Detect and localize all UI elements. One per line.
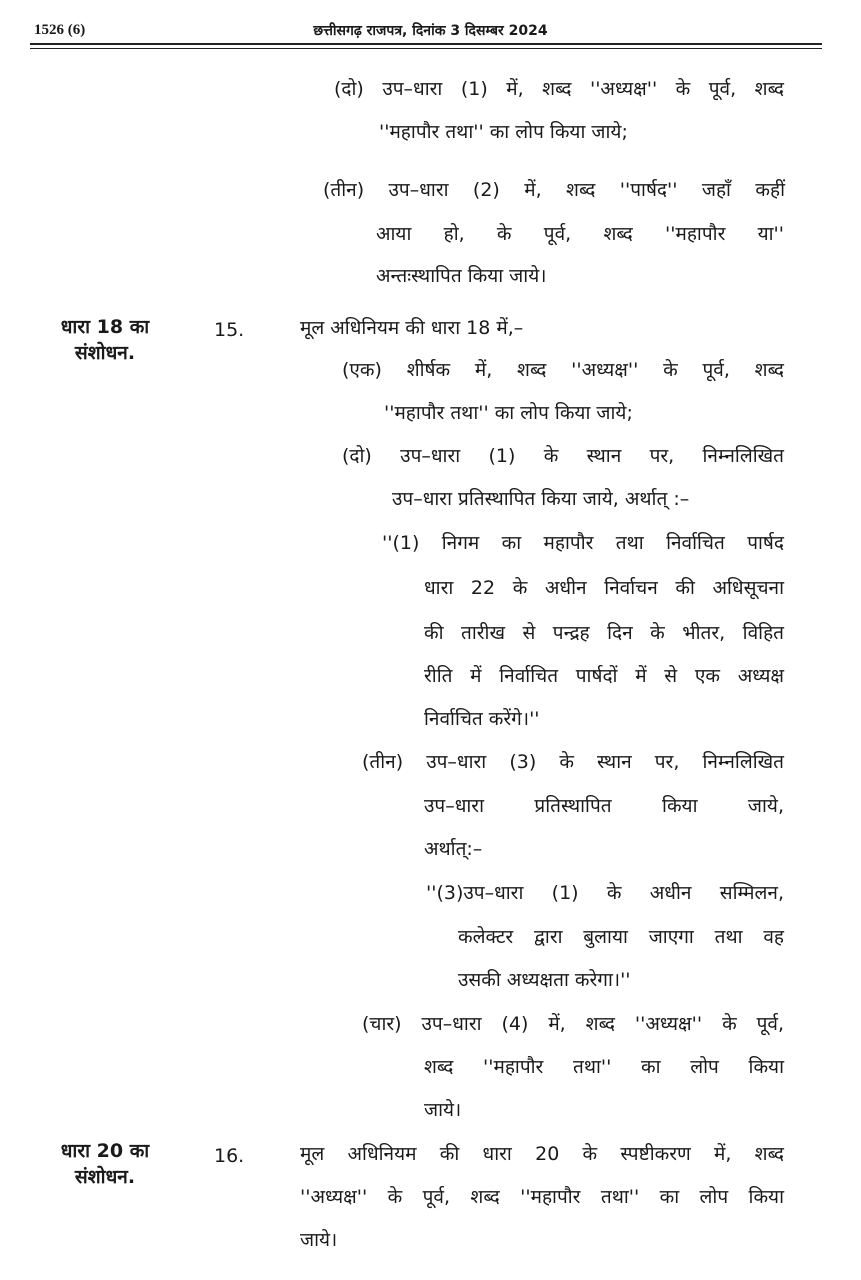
quote1-line3: की तारीख से पन्द्रह दिन के भीतर, विहित: [424, 622, 784, 644]
clause-do15-line2: उप–धारा प्रतिस्थापित किया जाये, अर्थात् :–: [392, 488, 690, 510]
clause-do15-line1: (दो) उप–धारा (1) के स्थान पर, निम्नलिखित: [342, 445, 784, 467]
margin-heading-section18: [40, 314, 170, 366]
clause-teen-line3: अन्तःस्थापित किया जाये।: [376, 265, 547, 287]
margin-heading-line1: धारा 18 का: [60, 316, 150, 338]
quote1-line1: ''(1) निगम का महापौर तथा निर्वाचित पार्षद: [382, 532, 784, 554]
section15-intro: मूल अधिनियम की धारा 18 में,–: [300, 317, 524, 339]
gazette-title: छत्तीसगढ़ राजपत्र, दिनांक 3 दिसम्बर 2024: [313, 23, 548, 39]
clause-teen-line1: (तीन) उप–धारा (2) में, शब्द ''पार्षद'' जहाँ कहीं: [323, 179, 785, 201]
clause-teen-line2: आया हो, के पूर्व, शब्द ''महापौर या'': [376, 223, 784, 245]
margin-heading-line2: संशोधन.: [74, 1166, 136, 1188]
clause-teen15-line3: अर्थात्:–: [424, 838, 483, 860]
quote1-line5: निर्वाचित करेंगे।'': [424, 708, 540, 730]
section-number-16: 16.: [214, 1145, 245, 1167]
page-number: 1526 (6): [34, 22, 86, 38]
quote1-line2: धारा 22 के अधीन निर्वाचन की अधिसूचना: [424, 577, 784, 599]
section16-line1: मूल अधिनियम की धारा 20 के स्पष्टीकरण में, शब्द: [300, 1143, 784, 1165]
quote3-line1: ''(3)उप–धारा (1) के अधीन सम्मिलन,: [426, 882, 784, 904]
clause-chaar-line3: जाये।: [424, 1099, 462, 1121]
quote3-line2: कलेक्टर द्वारा बुलाया जाएगा तथा वह: [458, 926, 784, 948]
page-header: [0, 0, 861, 60]
section16-line2: ''अध्यक्ष'' के पूर्व, शब्द ''महापौर तथा'' का लोप किया: [300, 1186, 784, 1208]
clause-do-line1: (दो) उप–धारा (1) में, शब्द ''अध्यक्ष'' के पूर्व, शब्द: [334, 78, 784, 100]
clause-teen15-line1: (तीन) उप–धारा (3) के स्थान पर, निम्नलिखित: [362, 751, 784, 773]
header-rule: [30, 43, 822, 45]
clause-ek-line1: (एक) शीर्षक में, शब्द ''अध्यक्ष'' के पूर्व, शब्द: [342, 359, 784, 381]
quote1-line4: रीति में निर्वाचित पार्षदों में से एक अध्यक्ष: [424, 665, 784, 687]
margin-heading-line2: संशोधन.: [74, 342, 136, 364]
section-number-15: 15.: [214, 319, 245, 341]
clause-ek-line2: ''महापौर तथा'' का लोप किया जाये;: [384, 402, 633, 424]
clause-chaar-line1: (चार) उप–धारा (4) में, शब्द ''अध्यक्ष'' के पूर्व,: [362, 1013, 784, 1035]
clause-chaar-line2: शब्द ''महापौर तथा'' का लोप किया: [424, 1056, 784, 1078]
clause-teen15-line2: उप–धारा प्रतिस्थापित किया जाये,: [424, 795, 784, 817]
header-rule-thin: [30, 48, 822, 49]
clause-do-line2: ''महापौर तथा'' का लोप किया जाये;: [379, 121, 628, 143]
section16-line3: जाये।: [300, 1229, 338, 1251]
quote3-line3: उसकी अध्यक्षता करेगा।'': [458, 969, 631, 991]
margin-heading-section20: [40, 1138, 170, 1190]
margin-heading-line1: धारा 20 का: [60, 1140, 150, 1162]
